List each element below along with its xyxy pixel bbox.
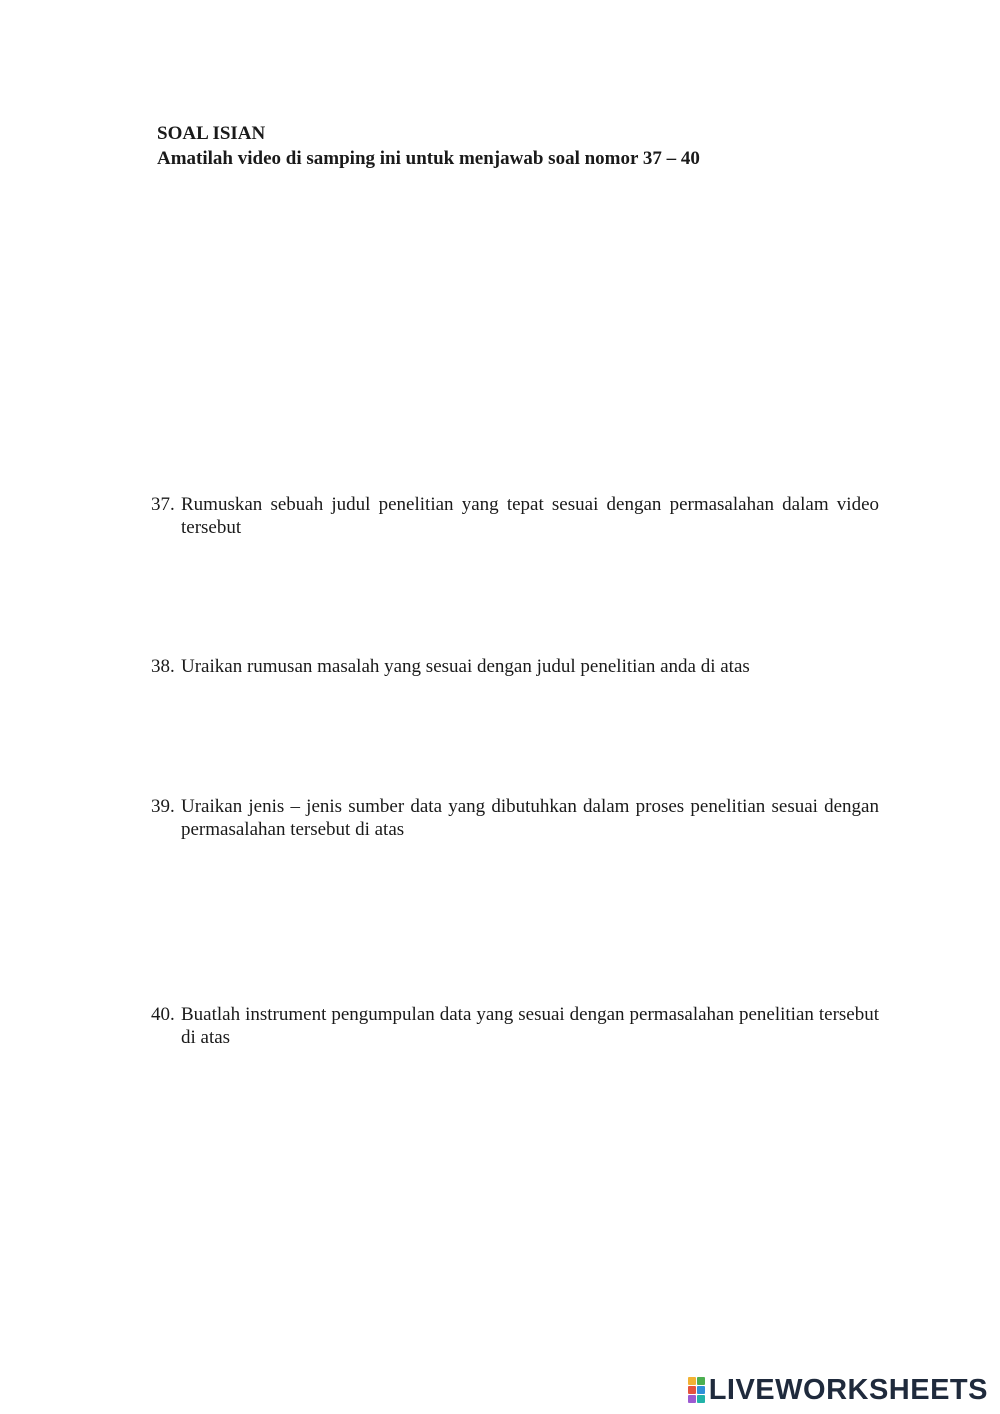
question-text: Uraikan rumusan masalah yang sesuai dengan judul penelitian anda di atas (181, 656, 750, 677)
question-number: 38. (151, 656, 175, 677)
question-40 (151, 1003, 879, 1049)
liveworksheets-logo-icon (688, 1377, 705, 1403)
liveworksheets-brand-text: LIVEWORKSHEETS (708, 1374, 988, 1406)
question-text: Buatlah instrument pengumpulan data yang sesuai dengan permasalahan penelitian tersebut di atas (181, 1004, 879, 1048)
question-text: Uraikan jenis – jenis sumber data yang dibutuhkan dalam proses penelitian sesuai dengan permasalahan tersebut di atas (181, 796, 879, 840)
section-title: SOAL ISIAN (157, 123, 266, 144)
liveworksheets-logo (688, 1373, 988, 1407)
question-number: 39. (151, 796, 175, 817)
question-38 (151, 655, 879, 678)
question-number: 40. (151, 1004, 175, 1025)
question-39 (151, 795, 879, 841)
question-text: Rumuskan sebuah judul penelitian yang tepat sesuai dengan permasalahan dalam video tersebut (181, 494, 879, 538)
question-37 (151, 493, 879, 539)
question-number: 37. (151, 494, 175, 515)
section-instruction: Amatilah video di samping ini untuk menjawab soal nomor 37 – 40 (157, 148, 700, 169)
worksheet-header (157, 121, 917, 171)
